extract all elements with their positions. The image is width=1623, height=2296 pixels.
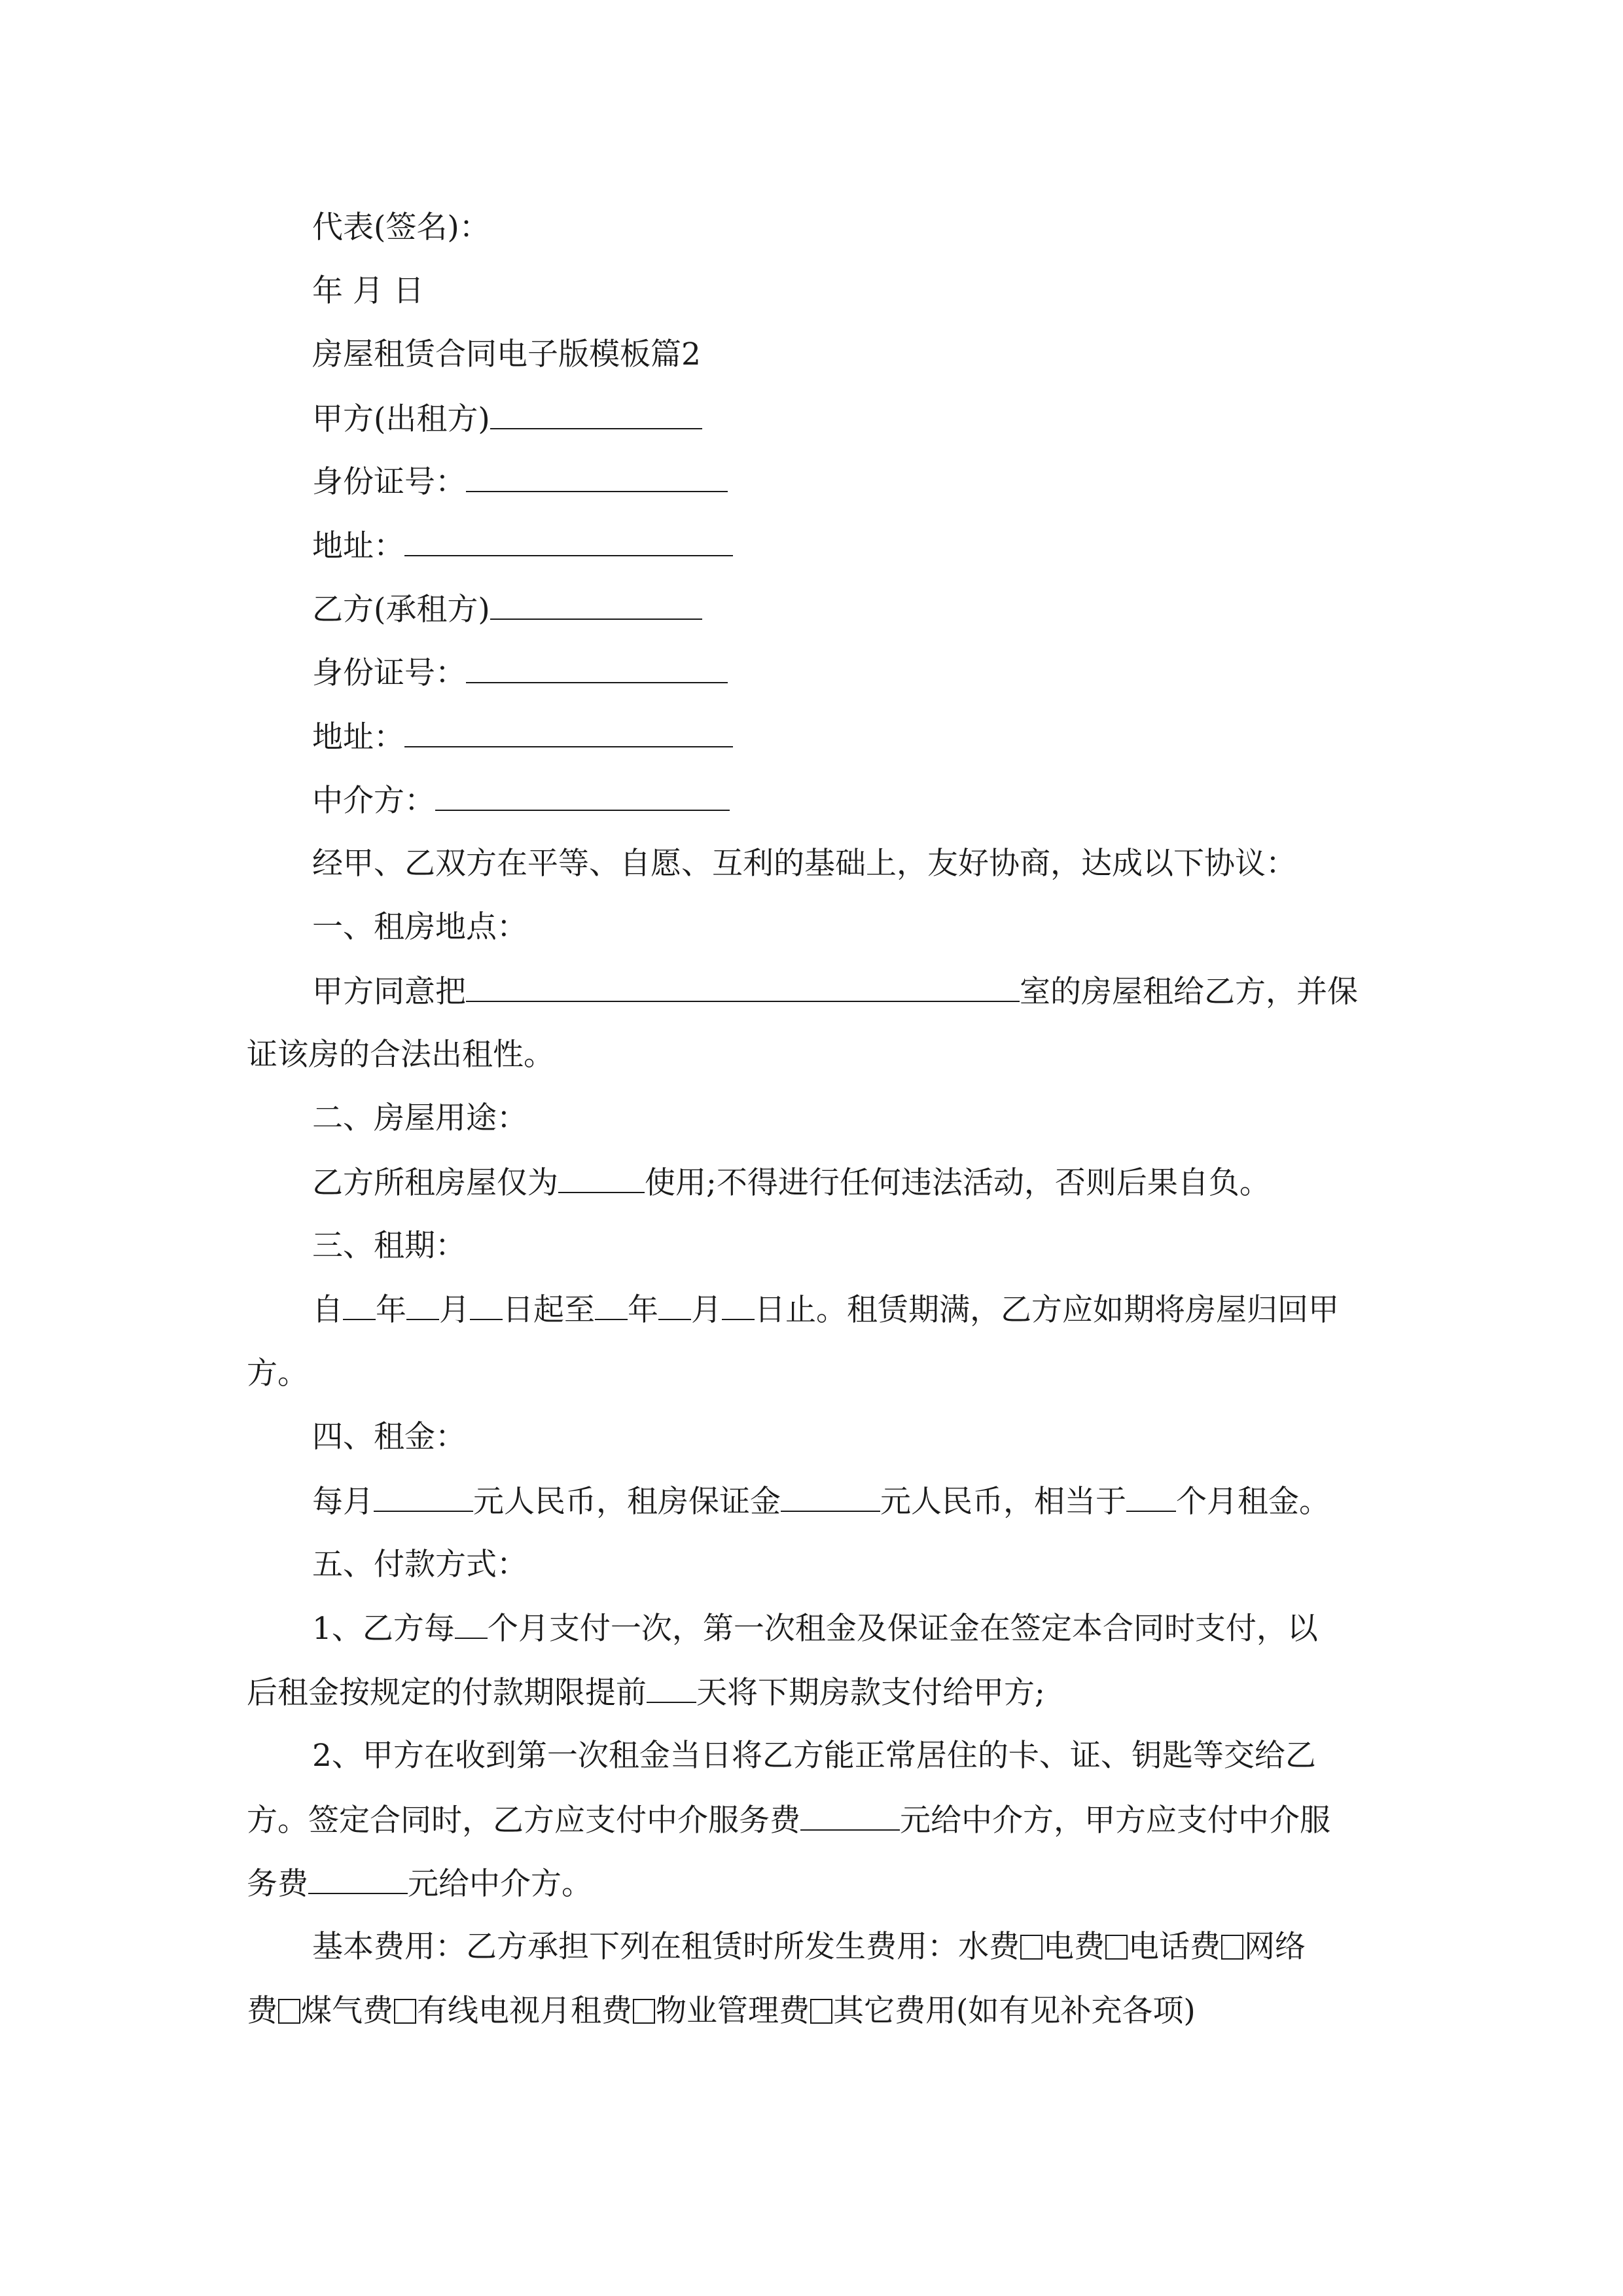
party-b-address-line <box>312 717 733 757</box>
s5-i1-d: 天将下期房款支付给甲方; <box>696 1675 1045 1711</box>
s5-i2-a: 2、甲方在收到第一次租金当日将乙方能正常居住的卡、证、钥匙等交给乙 <box>312 1738 1316 1774</box>
contract-title <box>312 335 701 374</box>
section-5-item-2-line-2 <box>247 1801 1330 1840</box>
section-3-heading-text: 三、租期： <box>312 1228 466 1264</box>
landlord-agency-fee-blank <box>308 1864 408 1894</box>
section-5-heading <box>312 1545 527 1585</box>
representative-label: 代表(签名)： <box>312 209 490 245</box>
property-fee-checkbox[interactable] <box>810 1999 832 2024</box>
fees-text-f: 煤气费 <box>301 1993 393 2029</box>
electricity-fee-checkbox[interactable] <box>1105 1935 1128 1960</box>
section-2-heading <box>312 1099 527 1138</box>
party-a-address-label: 地址： <box>312 528 404 564</box>
agent-blank <box>435 781 730 811</box>
s1-text-c: 证该房的合法出租性。 <box>247 1037 554 1073</box>
section-2-heading-text: 二、房屋用途： <box>312 1100 527 1136</box>
section-1-heading <box>312 908 527 947</box>
s3-ri-zhi: 日止。租赁期满，乙方应如期将房屋归回甲 <box>755 1292 1339 1328</box>
party-b-blank <box>490 590 702 620</box>
phone-fee-checkbox[interactable] <box>1221 1935 1243 1960</box>
party-b-address-label: 地址： <box>312 719 404 755</box>
agent-line <box>312 781 730 820</box>
intro-paragraph <box>312 844 1296 884</box>
party-a-address-blank <box>404 526 733 556</box>
party-b-line <box>312 590 702 629</box>
s2-text-b: 使用;不得进行任何违法活动，否则后果自负。 <box>645 1165 1270 1201</box>
s5-i2-e: 元给中介方。 <box>408 1866 592 1902</box>
deposit-blank <box>781 1482 880 1512</box>
fees-text-d: 网络 <box>1244 1929 1306 1965</box>
s4-text-a: 每月 <box>312 1484 374 1520</box>
fees-line-1 <box>312 1928 1306 1967</box>
end-day-blank <box>722 1290 755 1320</box>
s3-zi: 自 <box>312 1292 343 1328</box>
date-label: 年 月 日 <box>312 273 424 309</box>
s4-text-b: 元人民币，租房保证金 <box>473 1484 781 1520</box>
start-year-blank <box>343 1290 376 1320</box>
fees-text-b: 电费 <box>1043 1929 1105 1965</box>
section-3-line-1 <box>312 1290 1339 1329</box>
s3-nian2: 年 <box>628 1292 658 1328</box>
s1-text-a: 甲方同意把 <box>312 974 466 1010</box>
s5-i2-c: 元给中介方，甲方应支付中介服 <box>900 1803 1330 1839</box>
section-2-line <box>312 1163 1270 1202</box>
section-5-item-1-line-1 <box>312 1609 1318 1648</box>
network-fee-checkbox[interactable] <box>278 1999 300 2024</box>
start-day-blank <box>470 1290 503 1320</box>
section-4-line <box>312 1482 1330 1521</box>
representative-signature-line <box>312 208 490 247</box>
months-blank <box>1126 1482 1176 1512</box>
fees-text-c: 电话费 <box>1128 1929 1221 1965</box>
section-4-heading-text: 四、租金： <box>312 1419 466 1455</box>
section-3-line-2 <box>247 1354 308 1393</box>
party-b-id-blank <box>466 653 728 683</box>
party-a-label: 甲方(出租方) <box>312 401 490 437</box>
fees-text-e: 费 <box>247 1993 277 2029</box>
fees-text-a: 基本费用：乙方承担下列在租赁时所发生费用：水费 <box>312 1929 1020 1965</box>
s1-text-b: 室的房屋租给乙方，并保 <box>1020 974 1358 1010</box>
s4-text-d: 个月租金。 <box>1176 1484 1330 1520</box>
s3-ri-qi-zhi: 日起至 <box>503 1292 595 1328</box>
section-5-item-2-line-3 <box>247 1864 592 1903</box>
section-5-item-1-line-2 <box>247 1673 1045 1712</box>
water-fee-checkbox[interactable] <box>1020 1935 1043 1960</box>
agent-label: 中介方： <box>312 783 435 819</box>
s3-end: 方。 <box>247 1355 308 1391</box>
s5-i2-b: 方。签定合同时，乙方应支付中介服务费 <box>247 1803 800 1839</box>
party-a-id-label: 身份证号： <box>312 464 466 500</box>
fees-text-h: 物业管理费 <box>656 1993 810 2029</box>
contract-title-text: 房屋租赁合同电子版模板篇2 <box>312 336 701 372</box>
section-5-heading-text: 五、付款方式： <box>312 1547 527 1583</box>
party-b-id-label: 身份证号： <box>312 655 466 691</box>
monthly-rent-blank <box>374 1482 473 1512</box>
s2-text-a: 乙方所租房屋仅为 <box>312 1165 558 1201</box>
section-3-heading <box>312 1227 466 1266</box>
party-a-blank <box>490 399 702 429</box>
gas-fee-checkbox[interactable] <box>394 1999 416 2024</box>
party-a-id-blank <box>466 462 728 492</box>
s5-i1-b: 个月支付一次，第一次租金及保证金在签定本合同时支付，以 <box>487 1611 1318 1647</box>
tenant-agency-fee-blank <box>800 1801 900 1831</box>
party-a-line <box>312 399 702 439</box>
section-1-line-2 <box>247 1035 554 1075</box>
fees-text-g: 有线电视月租费 <box>417 1993 632 2029</box>
s3-yue2: 月 <box>691 1292 722 1328</box>
party-a-address-line <box>312 526 733 565</box>
s5-i1-c: 后租金按规定的付款期限提前 <box>247 1675 647 1711</box>
room-blank <box>466 972 1020 1002</box>
pay-interval-blank <box>455 1609 488 1639</box>
intro-text: 经甲、乙双方在平等、自愿、互利的基础上，友好协商，达成以下协议： <box>312 846 1296 882</box>
end-month-blank <box>658 1290 691 1320</box>
s4-text-c: 元人民币，相当于 <box>880 1484 1126 1520</box>
s3-yue: 月 <box>439 1292 470 1328</box>
party-b-label: 乙方(承租方) <box>312 592 490 628</box>
fees-line-2 <box>247 1992 1196 2031</box>
date-line <box>312 272 424 311</box>
start-month-blank <box>406 1290 439 1320</box>
party-b-address-blank <box>404 717 733 747</box>
section-1-line-1 <box>312 972 1358 1011</box>
section-1-heading-text: 一、租房地点： <box>312 909 527 945</box>
fees-text-i: 其它费用(如有见补充各项) <box>833 1993 1196 2029</box>
usage-blank <box>558 1163 645 1193</box>
party-a-id-line <box>312 462 728 501</box>
advance-days-blank <box>647 1673 696 1703</box>
s5-i2-d: 务费 <box>247 1866 308 1902</box>
section-4-heading <box>312 1418 466 1457</box>
s3-nian: 年 <box>376 1292 406 1328</box>
cable-tv-fee-checkbox[interactable] <box>633 1999 655 2024</box>
s5-i1-a: 1、乙方每 <box>312 1611 455 1647</box>
party-b-id-line <box>312 653 728 692</box>
end-year-blank <box>595 1290 628 1320</box>
section-5-item-2-line-1 <box>312 1736 1316 1776</box>
